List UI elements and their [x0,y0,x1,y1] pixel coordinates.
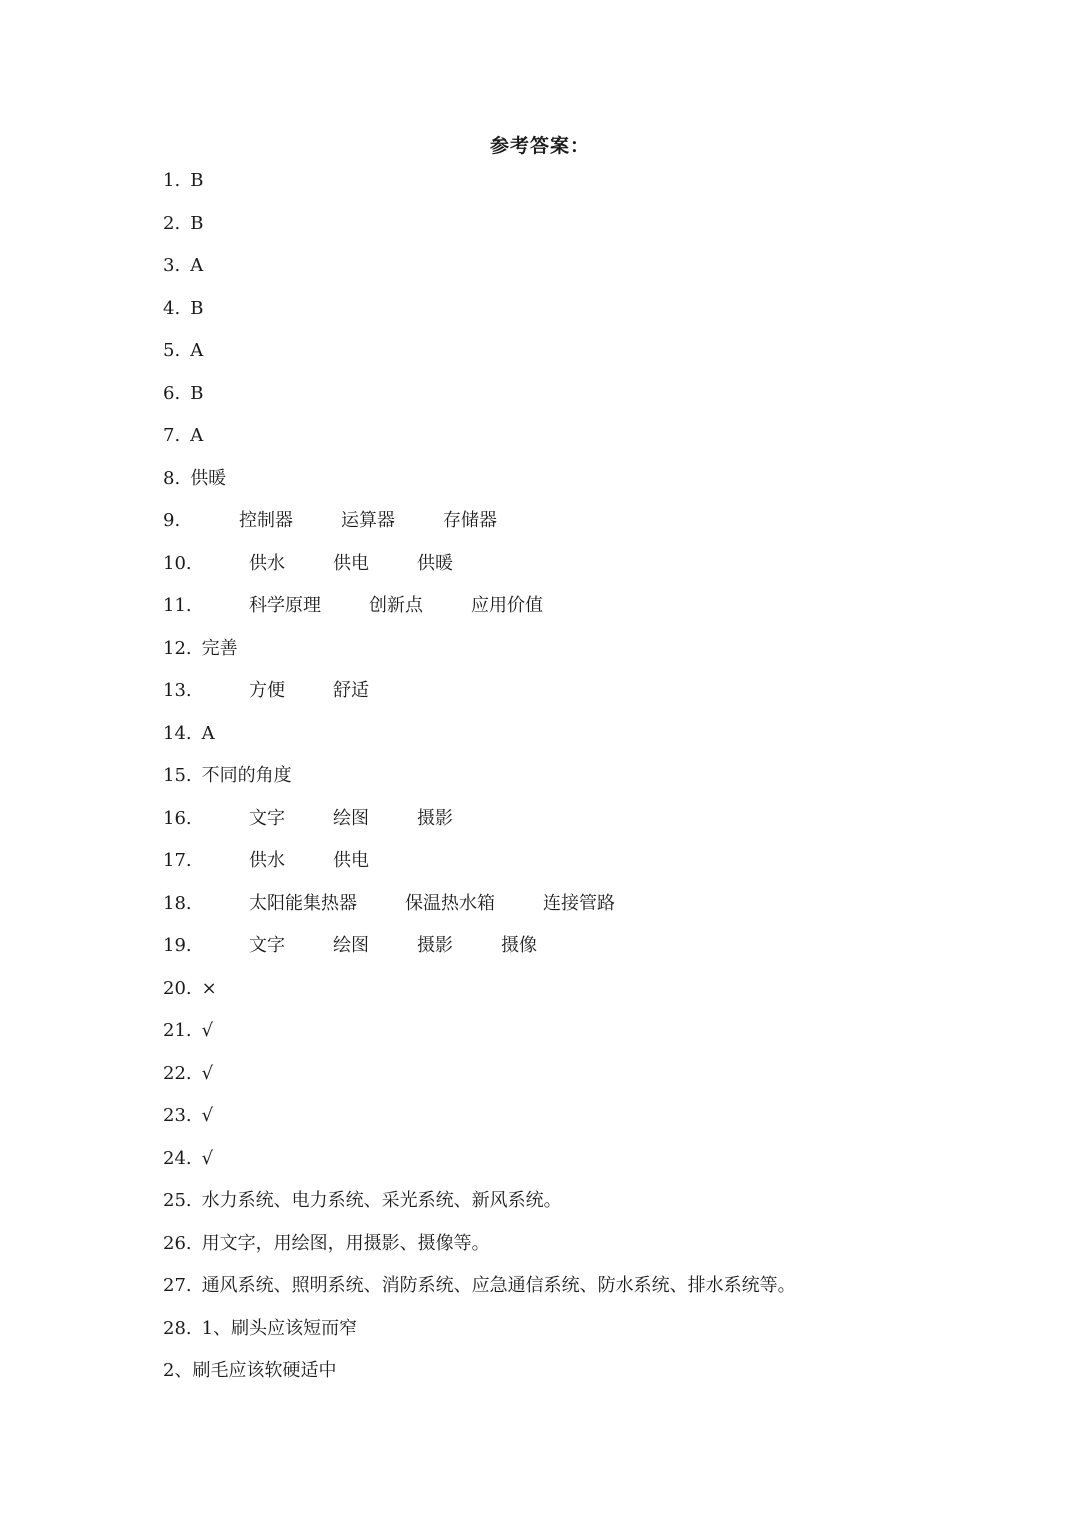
answer-blank: 科学原理 [249,595,321,616]
answer-row [163,1016,1023,1059]
answer-number: 14. [163,722,192,744]
answer-row [163,209,1023,252]
answer-row [163,1186,1023,1229]
answer-number: 25. [163,1190,192,1211]
answer-row [163,676,1023,719]
answer-blank: 太阳能集热器 [249,892,357,914]
answer-number: 15. [163,765,192,786]
answer-blank: 摄影 [417,807,453,829]
answer-text: 2、刷毛应该软硬适中 [163,1360,337,1381]
answer-row [163,336,1023,379]
answer-row [163,1059,1023,1102]
answer-number: 20. [163,977,192,999]
answer-row [163,506,1023,549]
answer-blank: 连接管路 [543,892,615,914]
answer-row [163,251,1023,294]
answer-text: A [190,255,204,276]
answer-number: 3. [163,255,181,276]
answer-blank: 控制器 [239,510,293,531]
answer-row [163,1101,1023,1144]
answer-text: B [190,212,204,234]
answer-row [163,931,1023,974]
answer-text: B [190,297,204,319]
answer-number: 23. [163,1105,192,1126]
answer-number: 2. [163,212,181,234]
answer-blank: 舒适 [333,680,369,701]
answer-text: A [190,340,204,361]
answer-blank: 文字 [249,807,285,829]
answer-blank: 方便 [249,680,285,701]
answer-list [163,166,1023,1399]
answer-blank: 文字 [249,935,285,956]
answer-row [163,634,1023,677]
answer-text: 用文字，用绘图，用摄影、摄像等。 [201,1232,490,1254]
answer-number: 27. [163,1275,192,1296]
answer-number: 24. [163,1147,192,1169]
answer-row [163,1229,1023,1272]
answer-number: 6. [163,382,181,404]
answer-row [163,1271,1023,1314]
answer-blank: 供暖 [417,552,453,574]
answer-row [163,464,1023,507]
answer-row [163,1314,1023,1357]
answer-blank: 绘图 [333,807,369,829]
answer-text: √ [201,1147,214,1169]
answer-text: 水力系统、电力系统、采光系统、新风系统。 [201,1190,562,1211]
answer-blank: 摄像 [501,935,537,956]
answer-blank: 保温热水箱 [405,892,495,914]
answer-text: 1、刷头应该短而窄 [201,1317,358,1339]
answer-number: 8. [163,467,181,489]
answer-text: A [190,425,204,446]
answer-number: 7. [163,425,181,446]
answer-number: 4. [163,297,181,319]
answer-number: 26. [163,1232,192,1254]
answer-row [163,889,1023,932]
answer-number: 16. [163,807,192,829]
answer-number: 11. [163,595,192,616]
answer-text: √ [201,1062,214,1084]
answer-number: 1. [163,170,181,191]
answer-row [163,846,1023,889]
answer-blank: 创新点 [369,595,423,616]
answer-row [163,804,1023,847]
answer-text: 完善 [201,637,238,659]
answer-blank: 运算器 [341,510,395,531]
answer-row [163,294,1023,337]
answer-row [163,549,1023,592]
answer-text: B [190,170,204,191]
answer-text: B [190,382,204,404]
answer-blank: 存储器 [443,510,497,531]
page-title: 参考答案： [489,135,590,157]
answer-row [163,379,1023,422]
answer-text: √ [201,1105,214,1126]
answer-text: 供暖 [190,467,227,489]
answer-blank: 供水 [249,850,285,871]
answer-number: 19. [163,935,192,956]
answer-text: × [201,977,217,999]
answer-row [163,166,1023,209]
answer-blank: 应用价值 [471,595,543,616]
answer-row [163,761,1023,804]
answer-number: 22. [163,1062,192,1084]
answer-row [163,1356,1023,1399]
answer-number: 17. [163,850,192,871]
answer-text: √ [201,1020,214,1041]
answer-number: 5. [163,340,181,361]
answer-blank: 供电 [333,552,369,574]
answer-blank: 摄影 [417,935,453,956]
answer-text: A [201,722,215,744]
answer-row [163,421,1023,464]
answer-blank: 供电 [333,850,369,871]
answer-row [163,1144,1023,1187]
answer-text: 通风系统、照明系统、消防系统、应急通信系统、防水系统、排水系统等。 [201,1275,796,1296]
answer-number: 18. [163,892,192,914]
answer-number: 9. [163,510,181,531]
answer-row [163,591,1023,634]
answer-number: 28. [163,1317,192,1339]
answer-number: 12. [163,637,192,659]
answer-text: 不同的角度 [201,765,292,786]
answer-number: 21. [163,1020,192,1041]
answer-number: 10. [163,552,192,574]
answer-row [163,719,1023,762]
answer-blank: 供水 [249,552,285,574]
answer-blank: 绘图 [333,935,369,956]
answer-row [163,974,1023,1017]
answer-number: 13. [163,680,192,701]
